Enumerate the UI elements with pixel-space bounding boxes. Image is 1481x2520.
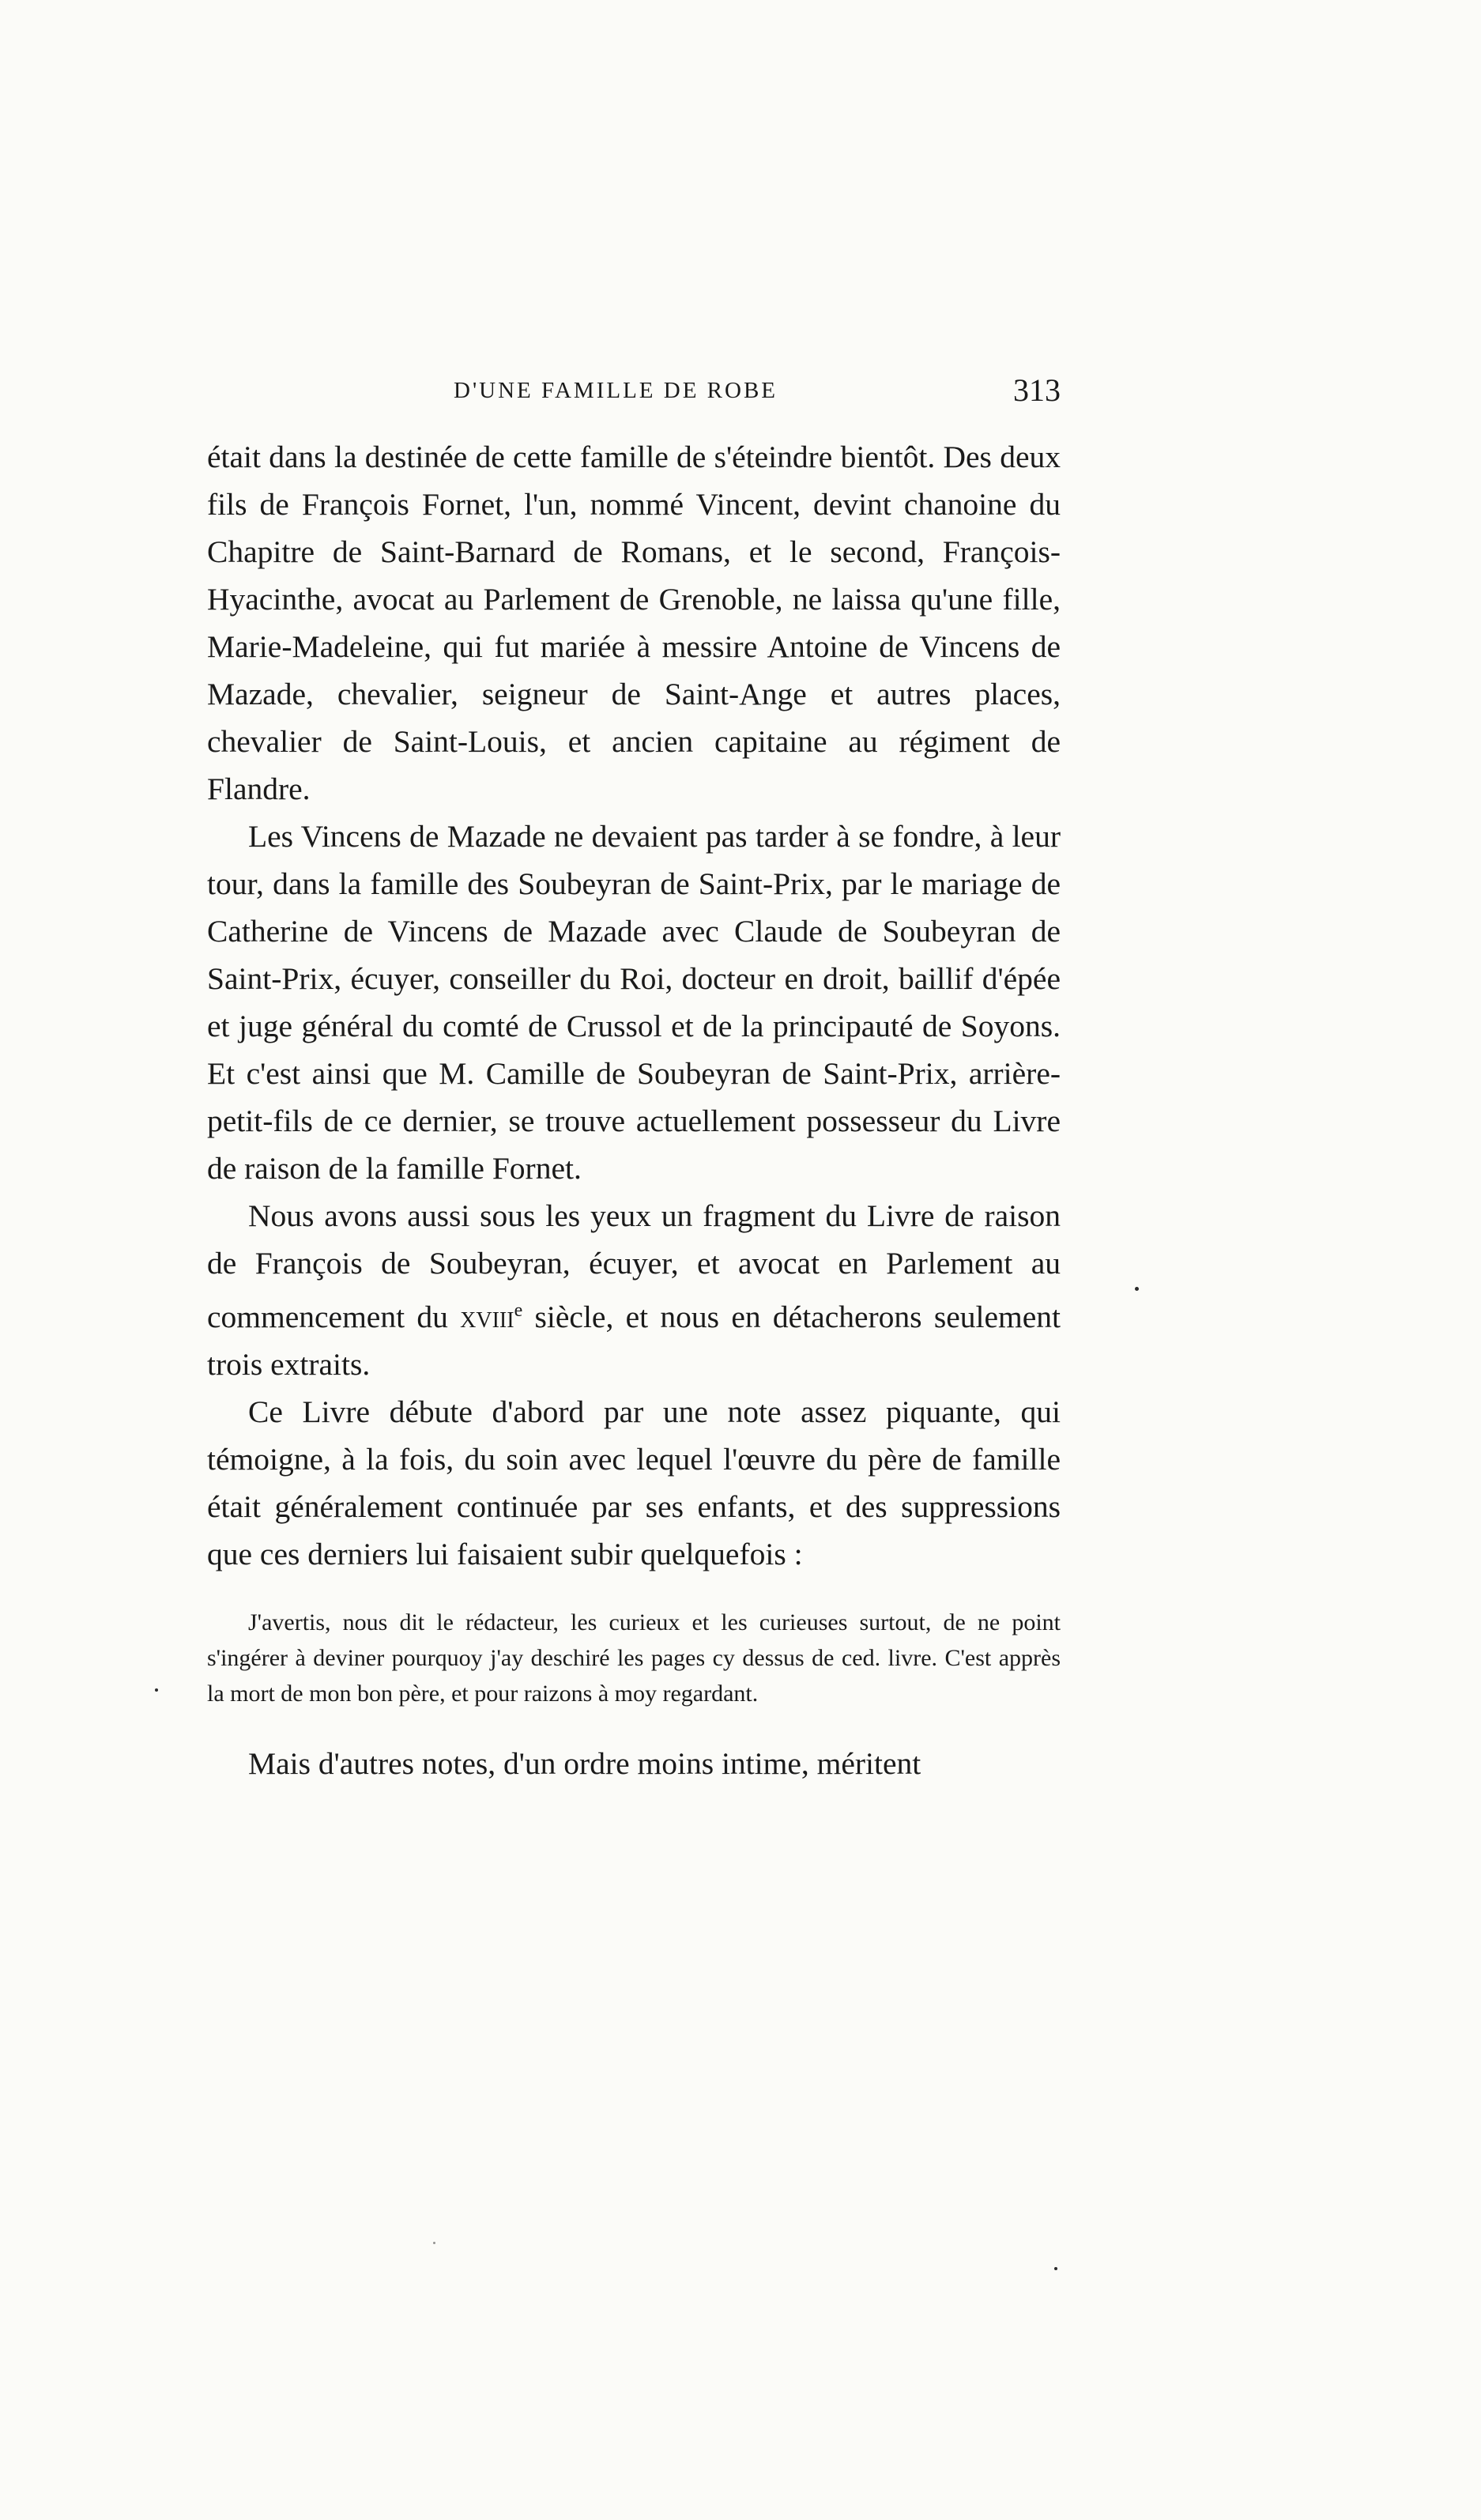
paragraph-3-end: siècle, et nous en détacherons seulement trois extraits.: [207, 1300, 1061, 1383]
block-quote: J'avertis, nous dit le rédacteur, les curieux et les curieuses surtout, de ne point s'ingérer à deviner pourquoy j'ay deschiré les pages cy dessus de ced. livre. C'est apprès la mort de mon bon père, et pour raizons à moy regardant.: [207, 1609, 1061, 1707]
body-text: [207, 433, 1061, 1787]
paragraph-3: [207, 1192, 1061, 1388]
century-superscript: e: [514, 1300, 523, 1321]
page-header: [207, 372, 1061, 419]
paper-speck: [155, 1688, 158, 1692]
paper-speck: [1054, 2267, 1057, 2270]
paragraph-3-start: Nous avons aussi sous les yeux un fragment du Livre de raison de François de Soubeyran, écuyer, et avocat en Parlement au commencement du: [207, 1198, 1061, 1335]
paragraph-2: Les Vincens de Mazade ne devaient pas tarder à se fondre, à leur tour, dans la famille des Soubeyran de Saint-Prix, par le mariage de Catherine de Vincens de Mazade avec Claude de Soubeyran de Saint-Prix, écuyer, conseiller du Roi, docteur en droit, baillif d'épée et juge général du comté de Crussol et de la principauté de Soyons. Et c'est ainsi que M. Camille de Soubeyran de Saint-Prix, arrière-petit-fils de ce dernier, se trouve actuellement possesseur du Livre de raison de la famille Fornet.: [207, 819, 1061, 1186]
page-number: 313: [1013, 372, 1061, 408]
running-head: D'UNE FAMILLE DE ROBE: [454, 378, 778, 403]
century-numeral: xviii: [460, 1300, 514, 1335]
paper-speck: [1135, 1287, 1139, 1291]
paper-speck: [433, 2242, 435, 2244]
paragraph-5: Mais d'autres notes, d'un ordre moins intime, méritent: [248, 1746, 921, 1782]
paragraph-1: était dans la destinée de cette famille de s'éteindre bientôt. Des deux fils de François Fornet, l'un, nommé Vincent, devint chanoine du Chapitre de Saint-Barnard de Romans, et le second, François-Hyacinthe, avocat au Parlement de Grenoble, ne laissa qu'une fille, Marie-Madeleine, qui fut mariée à messire Antoine de Vincens de Mazade, chevalier, seigneur de Saint-Ange et autres places, chevalier de Saint-Louis, et ancien capitaine au régiment de Flandre.: [207, 439, 1061, 806]
paragraph-4: Ce Livre débute d'abord par une note assez piquante, qui témoigne, à la fois, du soin avec lequel l'œuvre du père de famille était généralement continuée par ses enfants, et des suppressions que ces derniers lui faisaient subir quelquefois :: [207, 1394, 1061, 1572]
